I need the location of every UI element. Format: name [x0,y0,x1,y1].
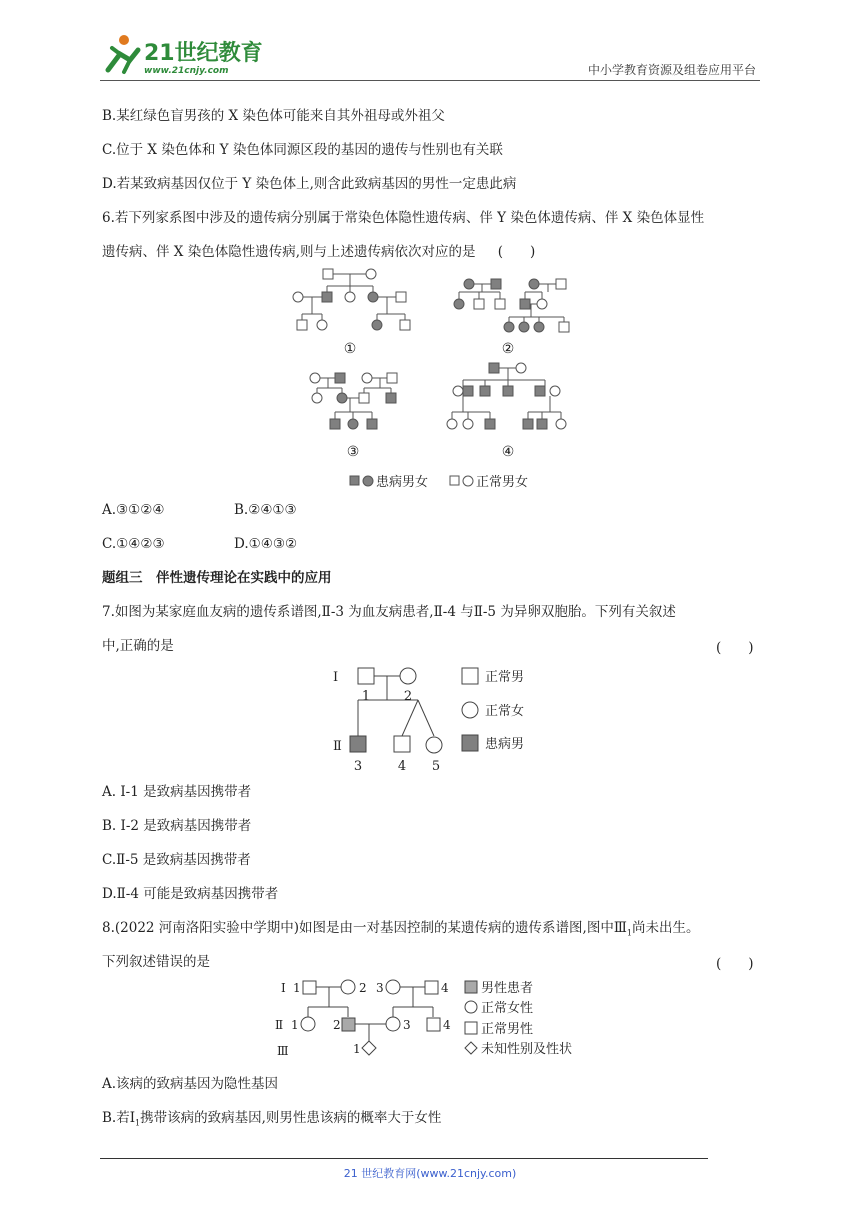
legend-label: 正常男 [485,670,525,685]
ind-label: 4 [441,981,449,995]
ind-label: 5 [431,759,441,774]
pedigree-3 [310,373,397,429]
pedigree-2 [454,279,569,332]
q6-pedigree-figure [280,262,580,492]
q7-pedigree-figure [325,660,555,775]
legend-affected-female-icon [363,476,373,486]
legend-affected-male-icon [462,735,478,751]
q8-pedigree-figure [275,975,595,1070]
pedigree-label-1: ① [343,341,357,357]
gen-label-1: Ⅰ [333,670,339,685]
legend-label: 未知性别及性状 [481,1042,573,1057]
legend-normal-male-icon [450,476,459,485]
q8-stem-line2: 下列叙述错误的是 [102,954,210,970]
logo-url: www.21cnjy.com [144,66,229,76]
gen-label-1: Ⅰ [281,981,286,995]
header-divider [100,80,760,81]
legend-label: 男性患者 [481,981,534,996]
pedigree-label-2: ② [501,341,515,357]
legend-label: 患病男 [485,737,525,752]
legend-affected-male-icon [350,476,359,485]
q6-stem-line1: 6.若下列家系图中涉及的遗传病分别属于常染色体隐性遗传病、伴 Y 染色体遗传病、伴 X 染色体显性 [102,210,705,226]
runner-icon [108,35,138,72]
q6-answer-paren: ( ) [497,244,536,260]
q7-answer-paren: ( ) [716,640,754,656]
q5-option-c: C.位于 X 染色体和 Y 染色体同源区段的基因的遗传与性别也有关联 [102,142,503,158]
legend-normal-label: 正常男女 [476,475,529,490]
q6-option-a: A.③①②④ [102,502,165,518]
q7-stem-line1: 7.如图为某家庭血友病的遗传系谱图,Ⅱ-3 为血友病患者,Ⅱ-4 与Ⅱ-5 为异卵双胞胎。下列有关叙述 [102,604,676,620]
q8-option-b-text: B.若Ⅰ [102,1110,136,1126]
ind-label: 1 [353,1042,361,1056]
q7-option-c: C.Ⅱ-5 是致病基因携带者 [102,852,251,868]
ind-label: 2 [403,689,413,704]
q7-stem-line2: 中,正确的是 [102,638,174,654]
ind-label: 4 [397,759,407,774]
logo-text: 21世纪教育 [144,41,263,66]
gen-label-2: Ⅱ [333,739,342,754]
gen-label-2: Ⅱ [275,1018,284,1032]
ind-label: 1 [293,981,301,995]
ind-label: 3 [376,981,384,995]
ind-label: 1 [361,689,371,704]
footer-link[interactable]: 21 世纪教育网(www.21cnjy.com) [343,1167,517,1180]
q8-stem-text-end: 尚未出生。 [631,920,700,936]
q6-option-c: C.①④②③ [102,536,165,552]
ind-label: 2 [333,1018,341,1032]
q8-answer-paren: ( ) [716,956,754,972]
logo [94,30,264,78]
q8-stem-text: 8.(2022 河南洛阳实验中学期中)如图是由一对基因控制的某遗传病的遗传系谱图,图中Ⅲ [102,920,627,936]
ind-label: 2 [359,981,367,995]
legend-affected-label: 患病男女 [376,475,429,490]
pedigree-1 [293,269,410,330]
q8-option-b [102,1108,441,1134]
q7-option-a: A. Ⅰ-1 是致病基因携带者 [102,784,252,800]
q5-option-b: B.某红绿色盲男孩的 X 染色体可能来自其外祖母或外祖父 [102,108,445,124]
q8-stem-subscript: 1 [626,928,632,938]
ind-label: 3 [353,759,363,774]
legend-affected-male-icon [465,981,477,993]
footer-divider [100,1158,708,1159]
q6-stem-line2 [102,242,535,262]
pedigree-4 [447,363,566,429]
legend-label: 正常女性 [481,1001,534,1016]
ind-label: 3 [403,1018,411,1032]
legend-normal-female-icon [462,702,478,718]
legend-unknown-icon [465,1042,477,1054]
q8-option-a: A.该病的致病基因为隐性基因 [102,1076,279,1092]
legend-normal-female-icon [465,1001,477,1013]
legend-normal-female-icon [463,476,473,486]
pedigree-label-3: ③ [346,444,360,460]
q6-legend [350,474,528,490]
q6-option-d: D.①④③② [234,536,298,552]
legend-label: 正常女 [485,704,525,719]
section-title: 题组三 伴性遗传理论在实践中的应用 [102,570,332,586]
q6-stem-text: 遗传病、伴 X 染色体隐性遗传病,则与上述遗传病依次对应的是 [102,244,476,260]
ind-label: 4 [443,1018,451,1032]
legend-normal-male-icon [465,1022,477,1034]
q8-option-b-text-end: 携带该病的致病基因,则男性患该病的概率大于女性 [140,1110,442,1126]
legend-label: 正常男性 [481,1022,534,1037]
q8-option-b-subscript: 1 [135,1118,141,1128]
q7-option-b: B. Ⅰ-2 是致病基因携带者 [102,818,252,834]
legend-normal-male-icon [462,668,478,684]
pedigree-label-4: ④ [501,444,515,460]
q7-option-d: D.Ⅱ-4 可能是致病基因携带者 [102,886,279,902]
q6-option-b: B.②④①③ [234,502,297,518]
q8-stem-line1 [102,918,699,944]
header-platform-name: 中小学教育资源及组卷应用平台 [587,63,756,77]
ind-label: 1 [291,1018,299,1032]
gen-label-3: Ⅲ [277,1044,289,1058]
q5-option-d: D.若某致病基因仅位于 Y 染色体上,则含此致病基因的男性一定患此病 [102,176,517,192]
